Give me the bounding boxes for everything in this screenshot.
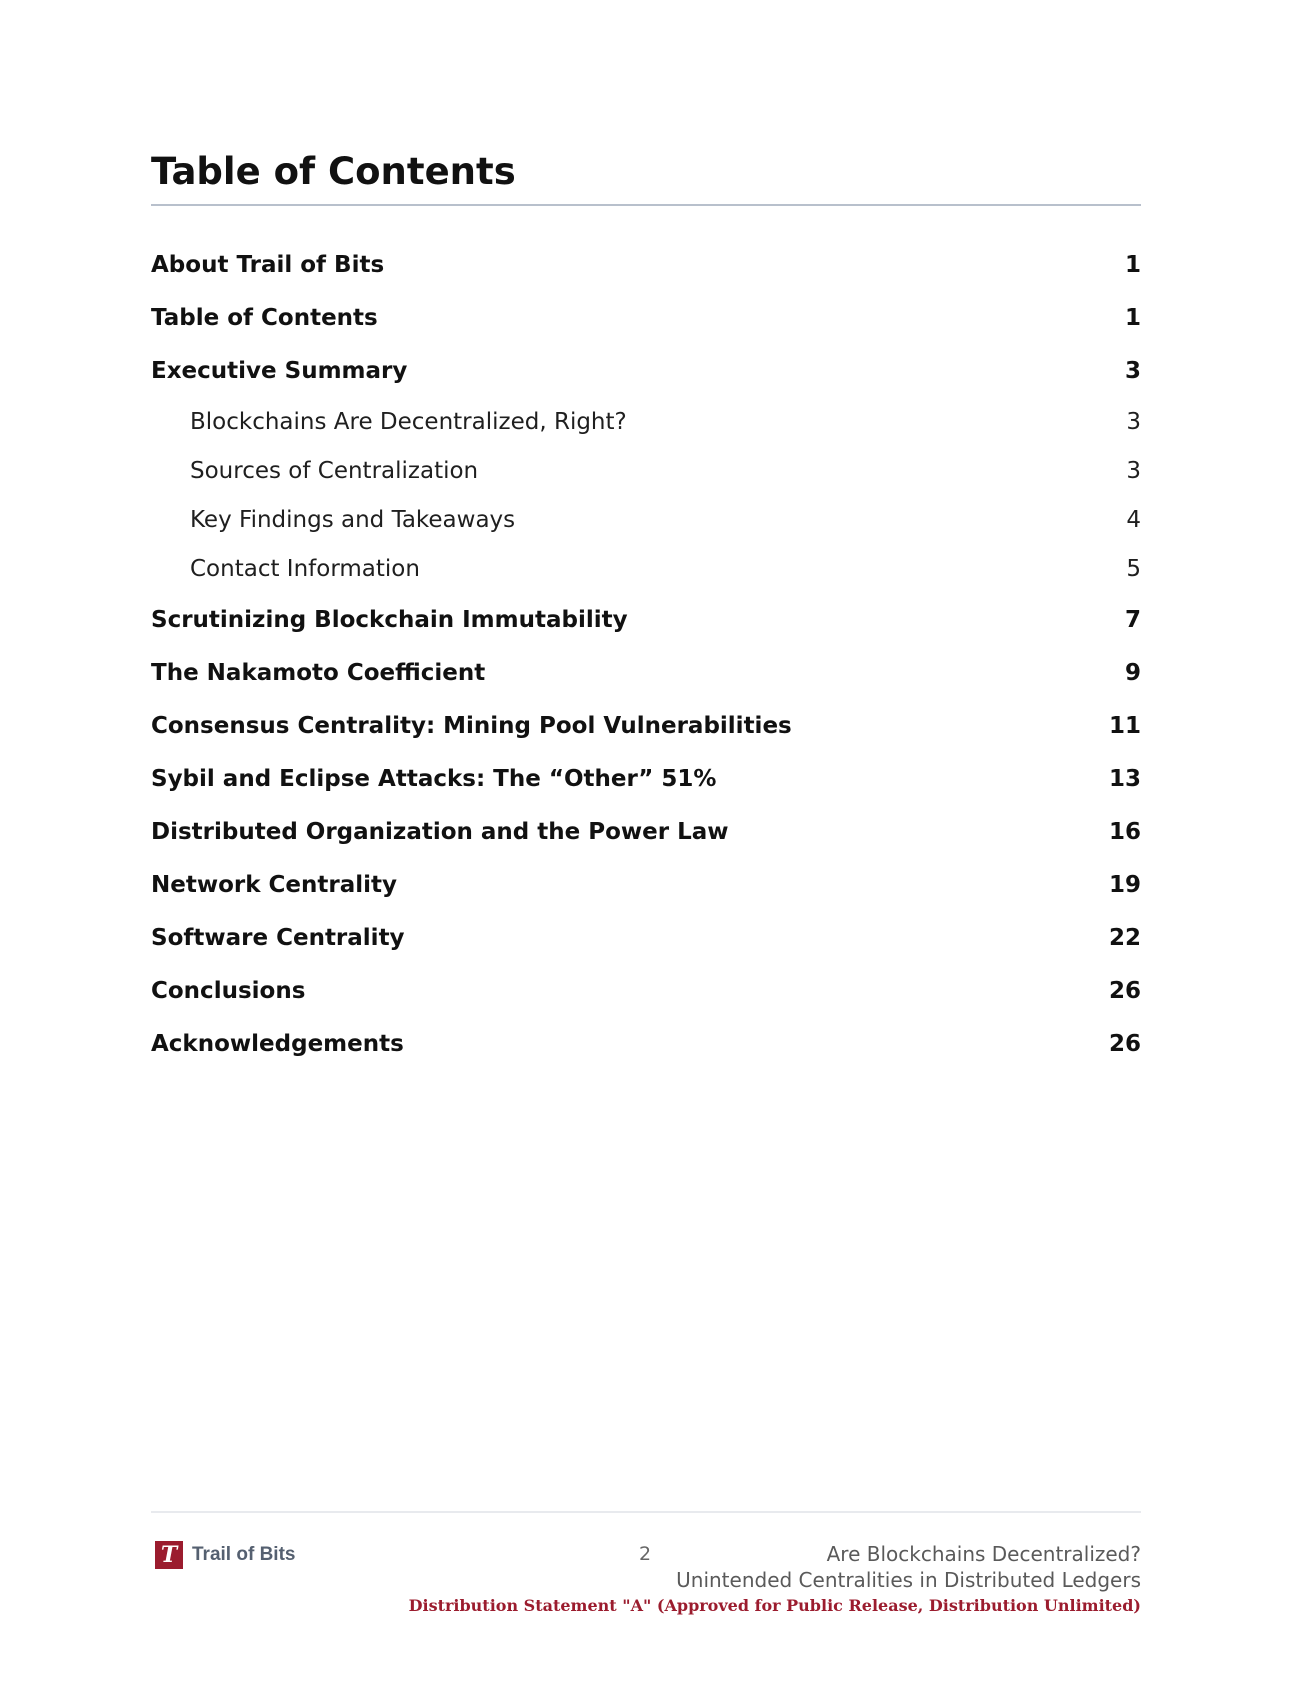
toc-entry-consensus-centrality[interactable]: [151, 699, 1141, 752]
toc-entry-page: 22: [1108, 924, 1141, 951]
toc-entry-title: Sybil and Eclipse Attacks: The “Other” 51%: [151, 765, 717, 792]
footer-logo: [155, 1541, 295, 1569]
toc-entry-page: 9: [1124, 659, 1141, 686]
document-subtitle: Unintended Centralities in Distributed Ledgers: [676, 1568, 1141, 1592]
toc-entry-title: Contact Information: [190, 555, 420, 582]
distribution-statement: Distribution Statement "A" (Approved for Public Release, Distribution Unlimited): [408, 1596, 1141, 1615]
trail-of-bits-logo-icon: T: [155, 1541, 183, 1569]
toc-entry-nakamoto-coefficient[interactable]: [151, 646, 1141, 699]
page-number: 2: [638, 1543, 652, 1565]
heading-divider: [151, 204, 1141, 206]
toc-entry-title: About Trail of Bits: [151, 251, 385, 278]
toc-entry-title: Consensus Centrality: Mining Pool Vulnerabilities: [151, 712, 792, 739]
toc-entry-title: Acknowledgements: [151, 1030, 404, 1057]
toc-entry-distributed-organization[interactable]: [151, 805, 1141, 858]
toc-entry-page: 5: [1126, 555, 1141, 582]
toc-entry-blockchain-immutability[interactable]: [151, 593, 1141, 646]
toc-entry-title: Table of Contents: [151, 304, 378, 331]
toc-entry-page: 19: [1108, 871, 1141, 898]
toc-entry-page: 13: [1108, 765, 1141, 792]
toc-entry-page: 26: [1108, 977, 1141, 1004]
toc-entry-acknowledgements[interactable]: [151, 1017, 1141, 1070]
toc-entry-title: Scrutinizing Blockchain Immutability: [151, 606, 628, 633]
toc-entry-page: 26: [1108, 1030, 1141, 1057]
toc-entry-title: The Nakamoto Coefficient: [151, 659, 486, 686]
toc-entry-executive-summary[interactable]: [151, 344, 1141, 397]
toc-entry-sources-of-centralization[interactable]: [151, 446, 1141, 495]
toc-entry-sybil-eclipse-attacks[interactable]: [151, 752, 1141, 805]
toc-entry-key-findings[interactable]: [151, 495, 1141, 544]
page-title: Table of Contents: [151, 150, 516, 193]
toc-entry-title: Blockchains Are Decentralized, Right?: [190, 408, 627, 435]
toc-entry-network-centrality[interactable]: [151, 858, 1141, 911]
toc-entry-title: Software Centrality: [151, 924, 405, 951]
logo-text: Trail of Bits: [192, 1544, 296, 1565]
footer-document-info: [409, 1541, 1141, 1617]
toc-entry-title: Conclusions: [151, 977, 306, 1004]
toc-entry-blockchains-decentralized[interactable]: [151, 397, 1141, 446]
toc-entry-page: 7: [1124, 606, 1141, 633]
toc-entry-title: Sources of Centralization: [190, 457, 479, 484]
toc-entry-page: 3: [1126, 408, 1141, 435]
toc-entry-title: Distributed Organization and the Power Law: [151, 818, 729, 845]
document-title: Are Blockchains Decentralized?: [826, 1542, 1141, 1566]
toc-entry-title: Key Findings and Takeaways: [190, 506, 516, 533]
table-of-contents: [151, 238, 1141, 1070]
toc-entry-page: 1: [1124, 304, 1141, 331]
toc-entry-conclusions[interactable]: [151, 964, 1141, 1017]
toc-entry-about-trail-of-bits[interactable]: [151, 238, 1141, 291]
toc-entry-page: 1: [1124, 251, 1141, 278]
toc-entry-software-centrality[interactable]: [151, 911, 1141, 964]
toc-entry-page: 3: [1126, 457, 1141, 484]
toc-entry-table-of-contents[interactable]: [151, 291, 1141, 344]
toc-entry-page: 3: [1124, 357, 1141, 384]
toc-entry-page: 4: [1126, 506, 1141, 533]
footer-divider: [151, 1511, 1141, 1513]
toc-entry-page: 11: [1108, 712, 1141, 739]
toc-entry-contact-information[interactable]: [151, 544, 1141, 593]
toc-entry-title: Executive Summary: [151, 357, 408, 384]
toc-entry-title: Network Centrality: [151, 871, 398, 898]
toc-entry-page: 16: [1108, 818, 1141, 845]
